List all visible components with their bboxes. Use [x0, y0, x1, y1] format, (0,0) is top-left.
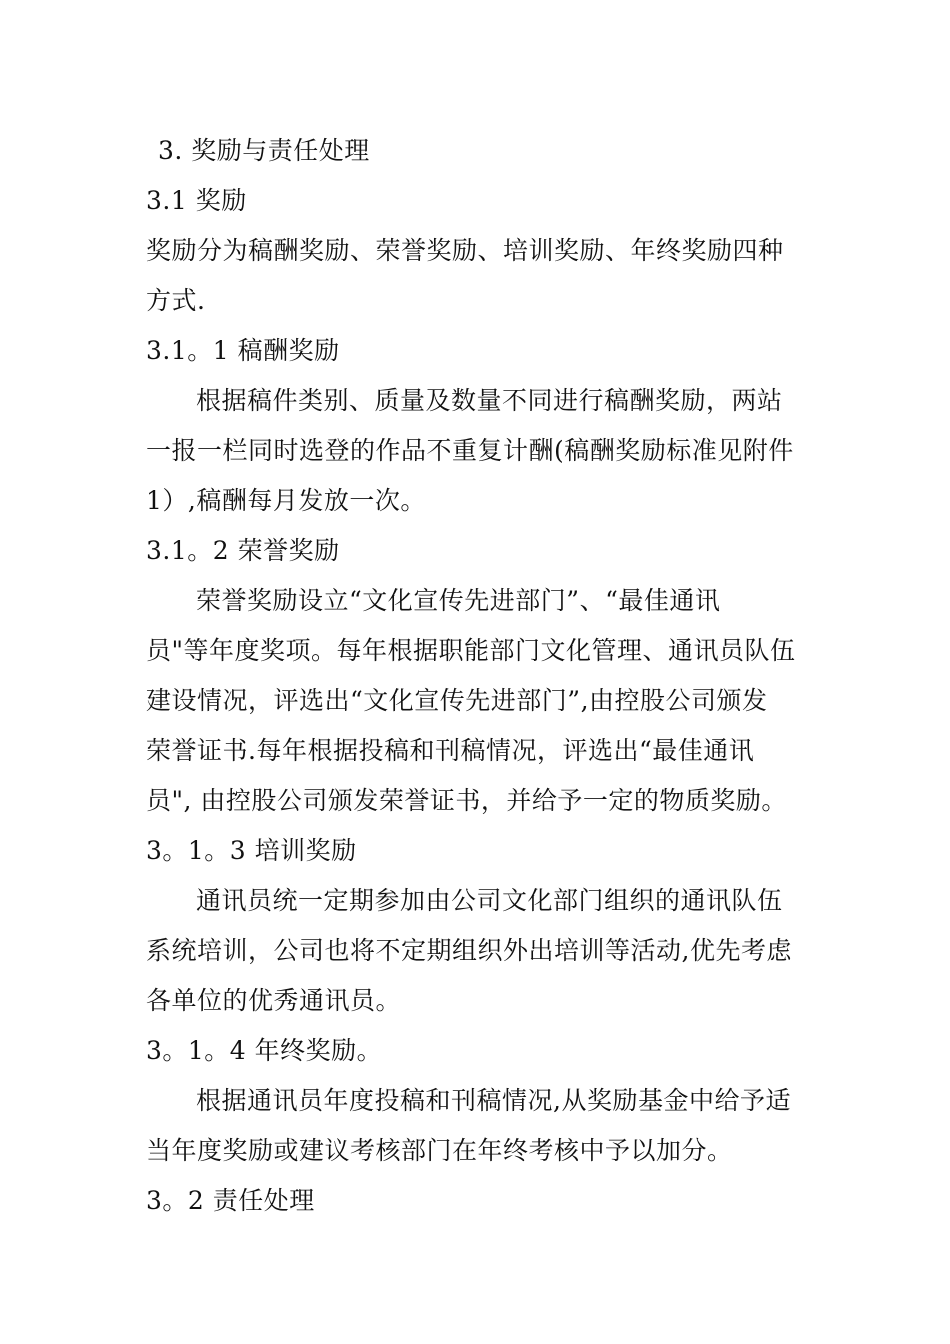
- paragraph-line: 通讯员统一定期参加由公司文化部门组织的通讯队伍: [196, 886, 783, 915]
- subsection-heading: 3.1 奖励: [146, 186, 247, 215]
- subsection-heading: 3.1。1 稿酬奖励: [146, 336, 340, 365]
- paragraph-line: 员", 由控股公司颁发荣誉证书，并给予一定的物质奖励。: [146, 786, 787, 815]
- subsection-heading: 3。1。4 年终奖励。: [146, 1036, 383, 1065]
- paragraph-line: 当年度奖励或建议考核部门在年终考核中予以加分。: [146, 1136, 733, 1165]
- paragraph-line: 员"等年度奖项。每年根据职能部门文化管理、通讯员队伍: [146, 636, 796, 665]
- section-heading: 3. 奖励与责任处理: [158, 136, 370, 165]
- paragraph-line: 方式.: [146, 286, 206, 315]
- paragraph-line: 1）,稿酬每月发放一次。: [146, 486, 426, 515]
- paragraph-line: 根据通讯员年度投稿和刊稿情况,从奖励基金中给予适: [196, 1086, 791, 1115]
- paragraph-line: 荣誉证书.每年根据投稿和刊稿情况，评选出“最佳通讯: [146, 736, 755, 765]
- paragraph-line: 各单位的优秀通讯员。: [146, 986, 402, 1015]
- subsection-heading: 3。2 责任处理: [146, 1186, 315, 1215]
- paragraph-line: 奖励分为稿酬奖励、荣誉奖励、培训奖励、年终奖励四种: [146, 236, 784, 265]
- subsection-heading: 3.1。2 荣誉奖励: [146, 536, 340, 565]
- subsection-heading: 3。1。3 培训奖励: [146, 836, 357, 865]
- paragraph-line: 根据稿件类别、质量及数量不同进行稿酬奖励，两站: [196, 386, 783, 415]
- paragraph-line: 系统培训，公司也将不定期组织外出培训等活动,优先考虑: [146, 936, 792, 965]
- paragraph-line: 一报一栏同时选登的作品不重复计酬(稿酬奖励标准见附件: [146, 436, 794, 465]
- paragraph-line: 建设情况，评选出“文化宣传先进部门”,由控股公司颁发: [146, 686, 768, 715]
- paragraph-line: 荣誉奖励设立“文化宣传先进部门”、“最佳通讯: [196, 586, 721, 615]
